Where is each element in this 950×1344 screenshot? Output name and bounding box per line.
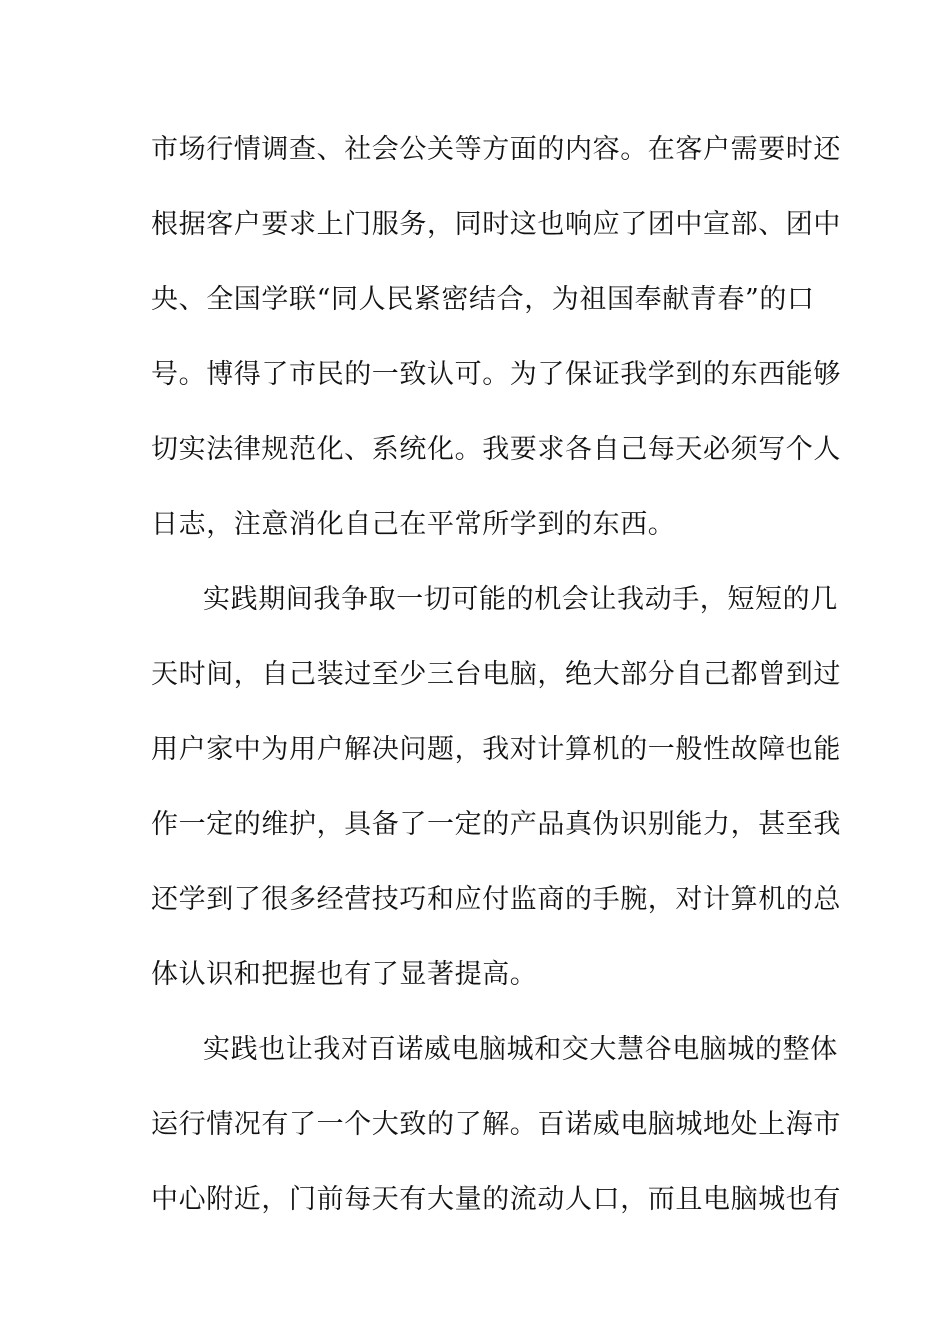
text-line: 根据客户要求上门服务，同时这也响应了团中宣部、团中 [151, 209, 841, 240]
text-line: 央、全国学联“同人民紧密结合，为祖国奉献青春”的口 [151, 284, 815, 315]
text-line: 市场行情调查、社会公关等方面的内容。在客户需要时还 [151, 134, 841, 165]
text-line: 天时间，自己装过至少三台电脑，绝大部分自己都曾到过 [151, 659, 841, 690]
text-line: 作一定的维护，具备了一定的产品真伪识别能力，甚至我 [151, 809, 841, 840]
text-line: 体认识和把握也有了显著提高。 [151, 959, 538, 990]
paragraph-first-line: 实践也让我对百诺威电脑城和交大慧谷电脑城的整体 [203, 1034, 838, 1065]
text-line: 切实法律规范化、系统化。我要求各自己每天必须写个人 [151, 434, 841, 465]
text-line: 中心附近，门前每天有大量的流动人口，而且电脑城也有 [151, 1184, 841, 1215]
text-line: 运行情况有了一个大致的了解。百诺威电脑城地处上海市 [151, 1109, 841, 1140]
text-line: 用户家中为用户解决问题，我对计算机的一般性故障也能 [151, 734, 841, 765]
text-line: 还学到了很多经营技巧和应付监商的手腕，对计算机的总 [151, 884, 841, 915]
paragraph-first-line: 实践期间我争取一切可能的机会让我动手，短短的几 [203, 584, 838, 615]
text-line: 日志，注意消化自己在平常所学到的东西。 [151, 509, 676, 540]
text-line: 号。博得了市民的一致认可。为了保证我学到的东西能够 [151, 359, 841, 390]
